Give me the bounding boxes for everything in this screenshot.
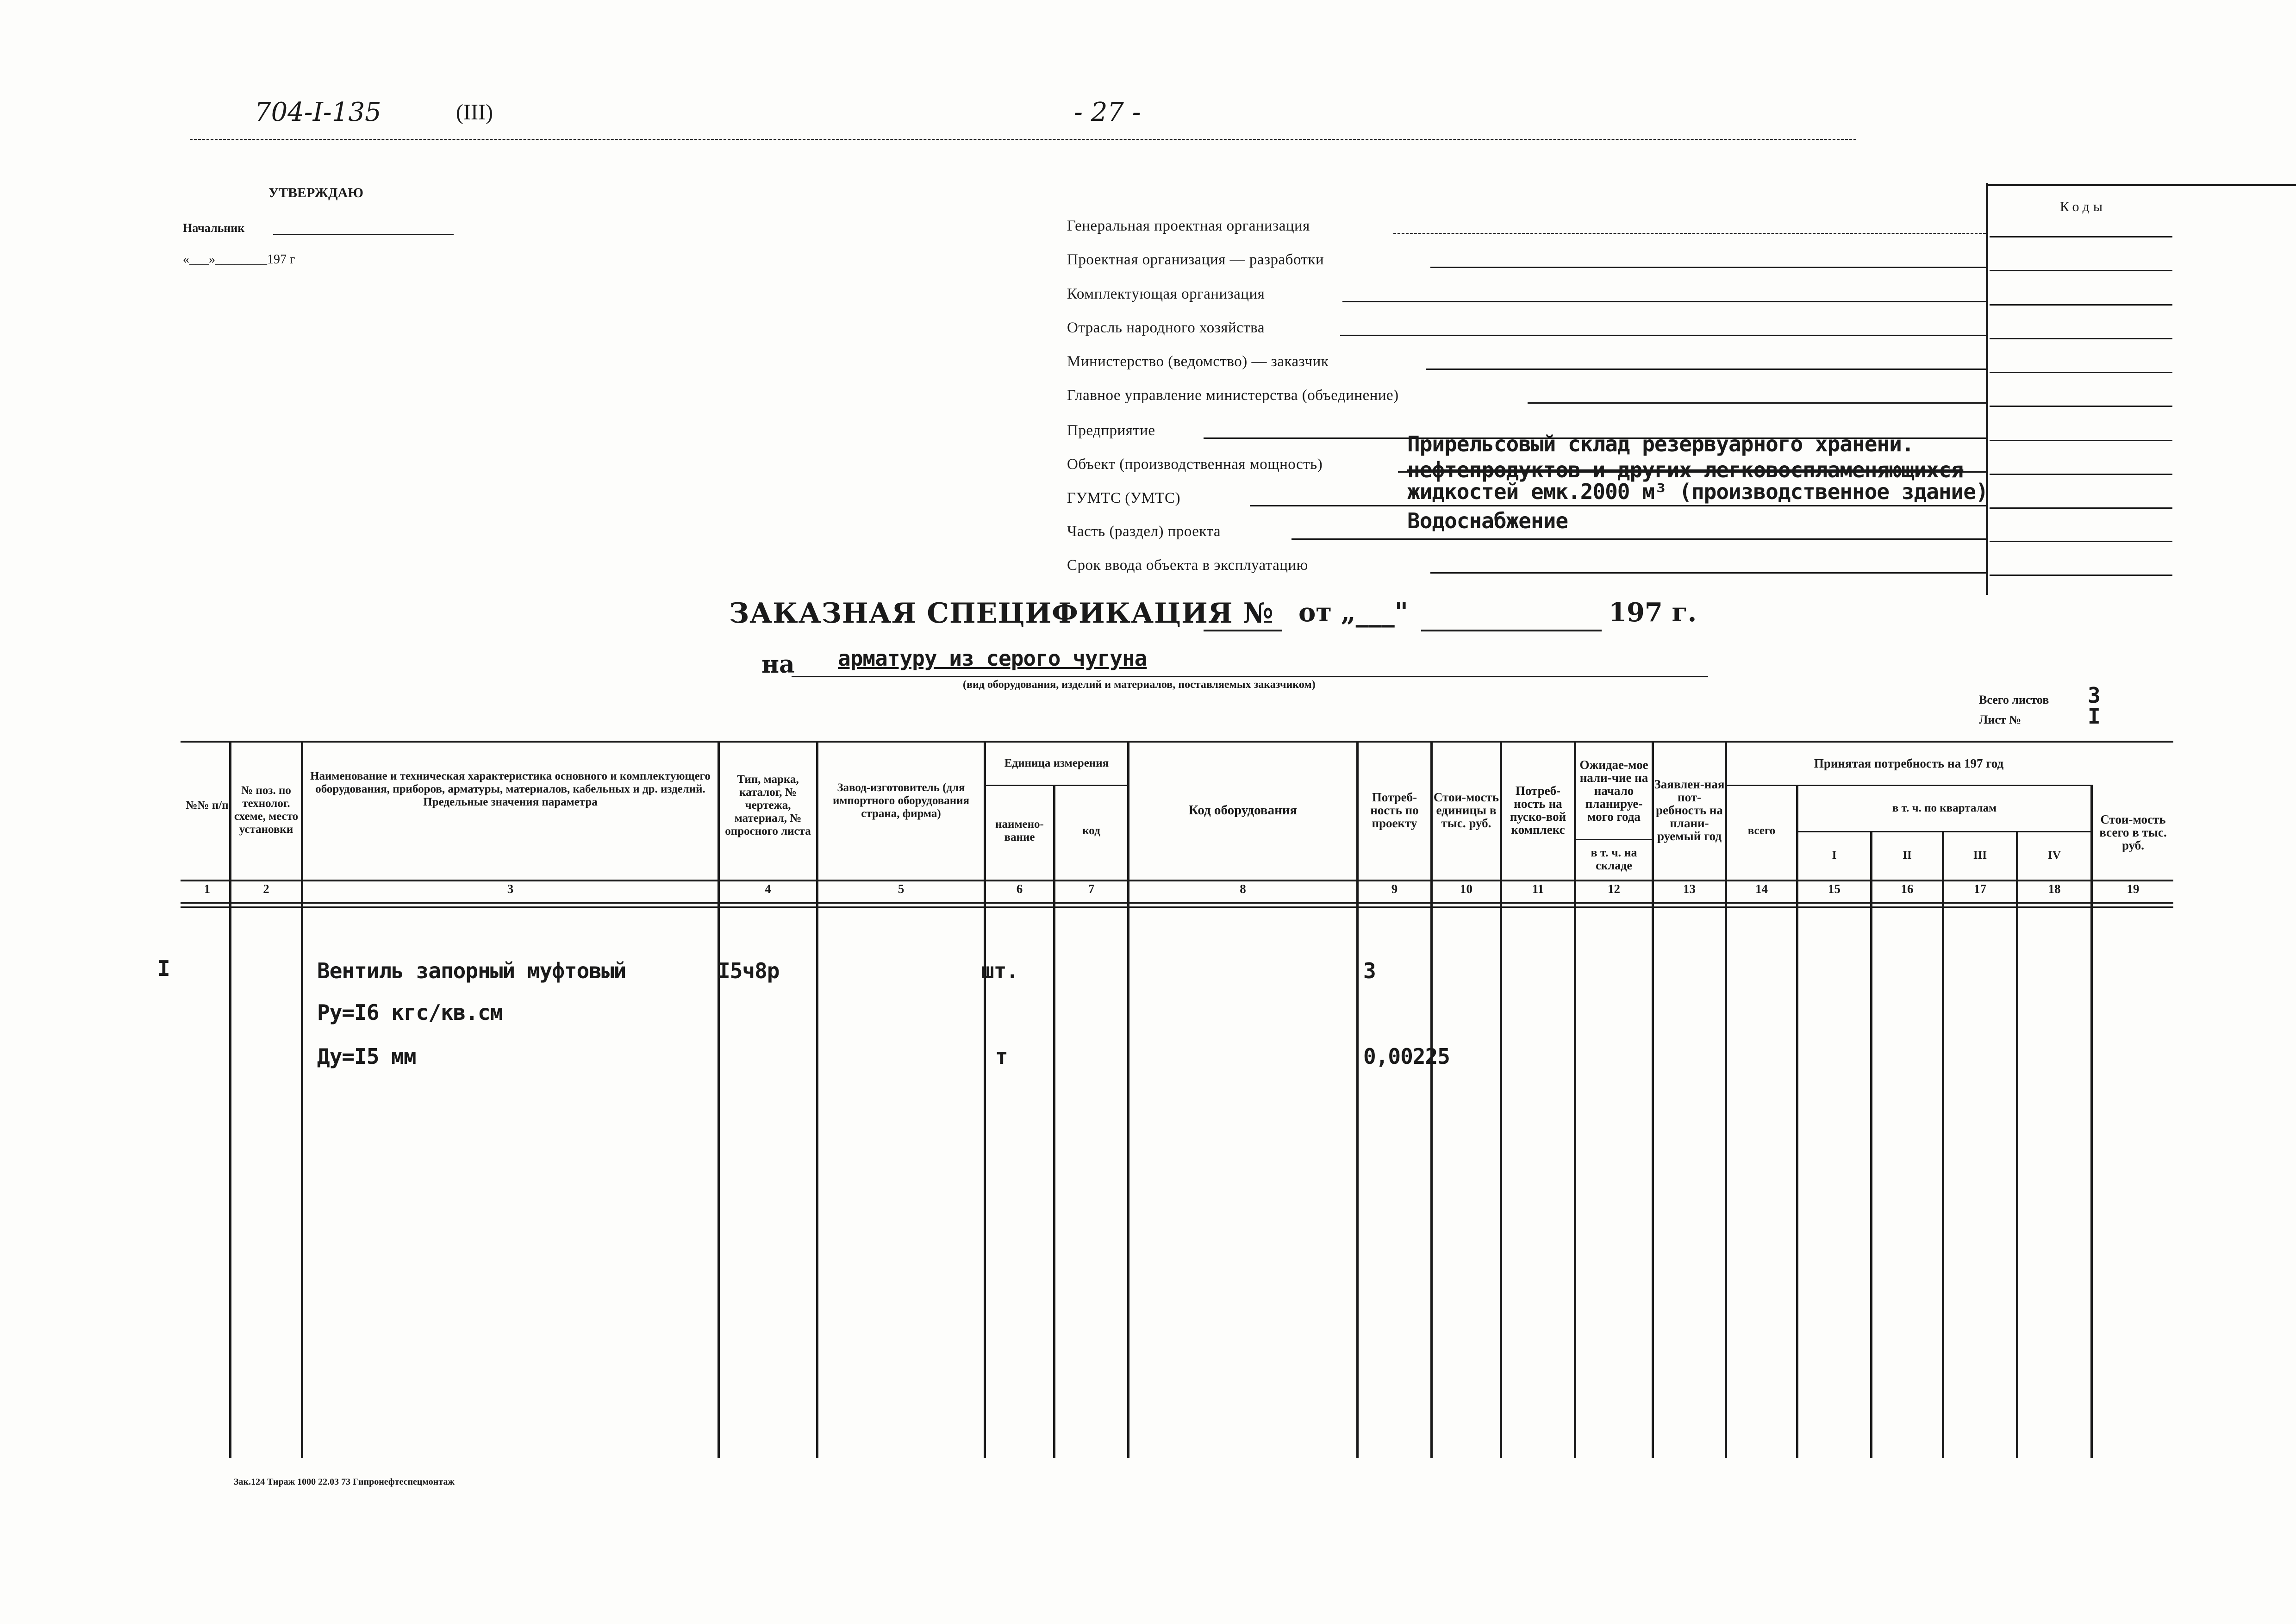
sheets-total-value: 3: [2088, 683, 2100, 708]
th-need-project: Потреб-ность по проекту: [1370, 790, 1419, 830]
th-expected-stock: Ожидае-мое нали-чие на начало планируе-мого года: [1579, 757, 1648, 824]
th-total-cost: Стои-мость всего в тыс. руб.: [2099, 812, 2167, 852]
code-line-6: [1990, 440, 2172, 441]
spec-on-caption: (вид оборудования, изделий и материалов, поставляемых заказчиком): [963, 679, 1316, 691]
row-index: I: [157, 956, 170, 981]
spec-on-value: арматуру из серого чугуна: [838, 646, 1147, 671]
th-total: всего: [1747, 824, 1776, 837]
object-text-line-1: Прирельсовый склад резервуарного хранени.: [1407, 431, 1914, 456]
colnum-5: 5: [898, 882, 905, 896]
th-manufacturer: Завод-изготовитель (для импортного оборудования страна, фирма): [832, 781, 970, 820]
colnum-16: 16: [1901, 882, 1914, 896]
th-q1: I: [1832, 849, 1837, 862]
column-number-bottom-line: [181, 902, 2173, 904]
codes-label: Коды: [2060, 199, 2107, 214]
field-label-enterprise: Предприятие: [1067, 422, 1155, 439]
unit-subheader-line: [984, 785, 1127, 786]
colnum-3: 3: [507, 882, 514, 896]
colnum-18: 18: [2048, 882, 2061, 896]
sheet-number-value: I: [2088, 704, 2100, 729]
code-line-7: [1990, 474, 2172, 475]
colnum-15: 15: [1828, 882, 1841, 896]
field-label-general-org: Генеральная проектная организация: [1067, 218, 1310, 234]
field-label-gumts: ГУМТС (УМТС): [1067, 490, 1181, 506]
table-top-line: [181, 741, 2173, 743]
colnum-9: 9: [1391, 882, 1398, 896]
field-label-project-part: Часть (раздел) проекта: [1067, 523, 1221, 540]
field-label-commission-date: Срок ввода объекта в эксплуатацию: [1067, 557, 1308, 574]
field-label-ministry: Министерство (ведомство) — заказчик: [1067, 353, 1329, 370]
colnum-17: 17: [1974, 882, 1986, 896]
colnum-14: 14: [1755, 882, 1768, 896]
spec-date-line: [1421, 630, 1602, 631]
col-line-d: [816, 741, 818, 1458]
approval-chief-line: [273, 234, 454, 235]
codes-box-top: [1986, 184, 2296, 186]
field-line-2: [1342, 301, 1986, 302]
colnum-12: 12: [1608, 882, 1620, 896]
th-equipment-code: Код оборудования: [1188, 803, 1298, 818]
field-label-object: Объект (производственная мощность): [1067, 456, 1323, 473]
code-line-4: [1990, 372, 2172, 373]
th-index: №№ п/п: [186, 799, 229, 812]
spec-title: ЗАКАЗНАЯ СПЕЦИФИКАЦИЯ №: [729, 597, 1274, 630]
code-line-1: [1990, 270, 2172, 271]
field-label-main-dept: Главное управление министерства (объединение): [1067, 387, 1399, 404]
approval-date-line: «___»________197 г: [183, 252, 295, 267]
colnum-8: 8: [1240, 882, 1246, 896]
field-label-design-org: Проектная организация — разработки: [1067, 251, 1324, 268]
code-line-2: [1990, 304, 2172, 306]
field-line-4: [1426, 369, 1986, 370]
colnum-13: 13: [1683, 882, 1696, 896]
spec-from: от „___": [1298, 597, 1408, 628]
th-expected-stock-warehouse: в т. ч. на складе: [1591, 846, 1637, 872]
code-line-5: [1990, 406, 2172, 407]
colnum-7: 7: [1088, 882, 1095, 896]
field-line-5: [1528, 402, 1986, 404]
doc-code: 704-I-135: [255, 97, 381, 127]
row-name-line-2: Ру=I6 кгс/кв.см: [317, 1000, 503, 1025]
th-need-startup: Потреб-ность на пуско-вой комплекс: [1510, 784, 1566, 837]
col-line-q: [2016, 831, 2018, 1458]
field-line-9: [1292, 538, 1986, 540]
th-q4: IV: [2048, 849, 2061, 862]
row-name-line-1: Вентиль запорный муфтовый: [317, 958, 626, 983]
accepted-subheader-line: [1725, 785, 2090, 786]
th-unit-code: код: [1082, 824, 1100, 837]
field-label-supply-org: Комплектующая организация: [1067, 286, 1265, 302]
spec-on-line: [792, 676, 1708, 677]
colnum-2: 2: [263, 882, 269, 896]
colnum-10: 10: [1460, 882, 1472, 896]
print-footer: Зак.124 Тираж 1000 22.03 73 Гипронефтеспецмонтаж: [234, 1477, 455, 1487]
project-part-value: Водоснабжение: [1407, 508, 1568, 533]
object-text-line-2: нефтепродуктов и других легковоспламеняющихся: [1407, 457, 1964, 482]
codes-box-left: [1986, 183, 1988, 595]
th-q3: III: [1973, 849, 1987, 862]
header-rule: [190, 139, 1856, 140]
code-line-9: [1990, 541, 2172, 542]
spec-on-label: на: [761, 650, 795, 679]
column-number-bottom-line-2: [181, 906, 2173, 908]
approval-title: УТВЕРЖДАЮ: [268, 185, 364, 200]
row-unit-2: т: [995, 1044, 1008, 1069]
colnum-6: 6: [1016, 882, 1023, 896]
colnum-4: 4: [765, 882, 771, 896]
field-line-0: [1393, 233, 1986, 234]
doc-part: (III): [456, 100, 493, 125]
code-line-8: [1990, 507, 2172, 509]
field-line-1: [1430, 267, 1986, 268]
page-number: - 27 -: [1074, 97, 1141, 127]
th-declared-need: Заявлен-ная пот-ребность на плани-руемый год: [1654, 777, 1725, 843]
row-unit-1: шт.: [981, 958, 1019, 983]
sheets-total-label: Всего листов: [1979, 693, 2049, 706]
field-line-3: [1340, 335, 1986, 336]
colnum-11: 11: [1532, 882, 1544, 896]
field-line-8: [1250, 505, 1986, 506]
th-unit-name: наимено-вание: [995, 818, 1044, 843]
spec-number-line: [1204, 630, 1282, 631]
spec-year: 197 г.: [1609, 597, 1697, 628]
sheet-number-label: Лист №: [1979, 713, 2021, 726]
code-line-3: [1990, 338, 2172, 339]
th-name: Наименование и техническая характеристика основного и комплектующего оборудования, приборов, арматуры, материалов, кабельных и др. изделий. Предельные значения параметра: [310, 770, 711, 808]
th-accepted-need: Принятая потребность на 197 год: [1814, 756, 2004, 770]
row-qty-2: 0,00225: [1363, 1044, 1450, 1069]
th-quarters: в т. ч. по кварталам: [1892, 802, 1997, 814]
th-unit-cost: Стои-мость единицы в тыс. руб.: [1433, 790, 1499, 830]
col-line-b: [301, 741, 303, 1458]
field-label-industry: Отрасль народного хозяйства: [1067, 319, 1265, 336]
object-text-line-3: жидкостей емк.2000 м³ (производственное здание): [1407, 479, 1988, 504]
colnum-1: 1: [204, 882, 211, 896]
approval-chief-label: Начальник: [183, 221, 245, 235]
th-type: Тип, марка, каталог, № чертежа, материал, № опросного листа: [725, 773, 811, 837]
th-position: № поз. по технолог. схеме, место установки: [234, 784, 299, 836]
th-q2: II: [1903, 849, 1912, 862]
row-name-line-3: Ду=I5 мм: [317, 1044, 416, 1069]
code-line-10: [1990, 575, 2172, 576]
row-qty-1: 3: [1363, 958, 1376, 983]
col-line-o: [1870, 831, 1872, 1458]
column-number-top-line: [181, 880, 2173, 881]
th-unit-group: Единица измерения: [1004, 757, 1109, 769]
code-line-0: [1990, 236, 2172, 237]
row-type: I5ч8р: [718, 958, 780, 983]
colnum-19: 19: [2127, 882, 2140, 896]
col-line-p: [1942, 831, 1944, 1458]
field-line-10: [1430, 572, 1986, 574]
